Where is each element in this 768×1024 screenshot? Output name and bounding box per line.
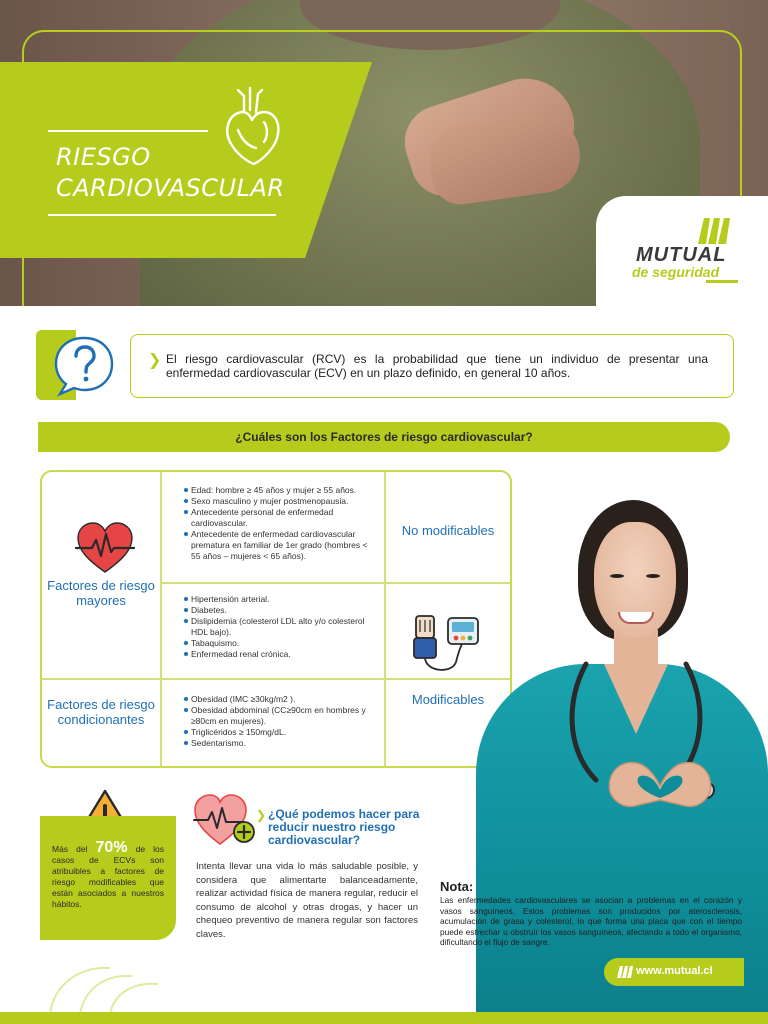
table-divider [162,582,510,584]
chevron-right-icon: ❯ [148,352,162,369]
risk-item: Triglicéridos ≥ 150mg/dL. [184,727,378,738]
action-text: Intenta llevar una vida lo más saludable posible, y considera que alimentarte balanceadamente, realizar actividad física de manera regular, reducir el consumo de alcohol y otras drogas, y hacer un chequeo preventivo de manera regular son factores claves. [196,861,418,940]
decorative-curves [40,954,190,1014]
note-text: Las enfermedades cardiovasculares se asocian a problemas en el corazón y vasos sanguíneos. Estos problemas son producidos por aterosclerosis, acumulación de grasa y colesterol, lo que forma una placa que con el tiempo puede estrechar u obstruir los vasos sanguíneos, afectando a todo el organismo, dificultando el flujo de sangre. [440,895,742,948]
risk-item: Tabaquismo. [184,638,378,649]
risk-item: Diabetes. [184,605,378,616]
website-link[interactable]: www.mutual.cl [636,965,713,977]
divider [48,130,208,132]
risk-item: Hipertensión arterial. [184,594,378,605]
brand-tagline: de seguridad [632,264,720,280]
major-factors-label: Factores de riesgo mayores [47,578,155,608]
risk-item: Obesidad abdominal (CC≥90cm en hombres y ≥80cm en mujeres). [184,705,378,727]
hero-banner [0,0,768,306]
conditioning-factors-label: Factores de riesgo condicionantes [47,697,155,727]
divider [48,214,276,216]
heart-ecg-icon [74,520,136,576]
title-line: CARDIOVASCULAR [56,174,285,202]
brand-name: MUTUAL [636,244,727,266]
modifiable-label: Modificables [411,692,485,707]
mutual-logo-icon [616,965,634,979]
risk-item: Obesidad (IMC ≥30kg/m2 ). [184,694,378,705]
risk-item: Antecedente de enfermedad cardiovascular prematura en familiar de 1er grado (hombres < 55 años – mujeres < 65 años). [184,529,378,562]
footer-bar [0,1012,768,1024]
heart-hands [600,752,720,812]
risk-item: Dislipidemia (colesterol LDL alto y/o colesterol HDL bajo). [184,616,378,638]
note-title: Nota: [440,879,474,894]
stat-prefix: Más del [52,844,88,854]
question-heading: ¿Cuáles son los Factores de riesgo cardiovascular? [235,430,533,444]
non-modifiable-list [184,485,378,562]
anatomical-heart-icon [218,82,284,168]
mutual-logo-icon [694,214,734,246]
risk-item: Sedentarismo. [184,738,378,749]
nurse-photo-eye [646,574,660,578]
stat-percent: 70% [95,839,128,856]
title-line: RIESGO [56,143,151,171]
blood-pressure-monitor-icon [412,612,482,676]
chevron-right-icon: ❯ [256,808,267,822]
non-modifiable-label: No modificables [401,523,495,538]
statistic-text [52,839,164,910]
action-title: ¿Qué podemos hacer para reducir nuestro riesgo cardiovascular? [268,807,420,847]
nurse-photo-eye [610,574,624,578]
stat-suffix: de los casos de ECVs son atribuibles a factores de riesgo modificables que están asociados a nuestros hábitos. [52,844,164,909]
conditioning-list [184,694,378,749]
brand-underline [706,280,738,283]
modifiable-major-list [184,594,378,660]
definition-text: El riesgo cardiovascular (RCV) es la probabilidad que tiene un individuo de presentar una enfermedad cardiovascular (ECV) en un plazo definido, en general 10 años. [166,352,708,380]
risk-item: Enfermedad renal crónica. [184,649,378,660]
risk-item: Edad: hombre ≥ 45 años y mujer ≥ 55 años. [184,485,378,496]
risk-item: Antecedente personal de enfermedad cardiovascular. [184,507,378,529]
risk-item: Sexo masculino y mujer postmenopausia. [184,496,378,507]
question-bubble-icon [36,330,132,400]
heart-plus-icon [192,792,258,848]
table-divider [160,472,162,766]
table-divider [42,678,510,680]
table-divider [384,472,386,766]
